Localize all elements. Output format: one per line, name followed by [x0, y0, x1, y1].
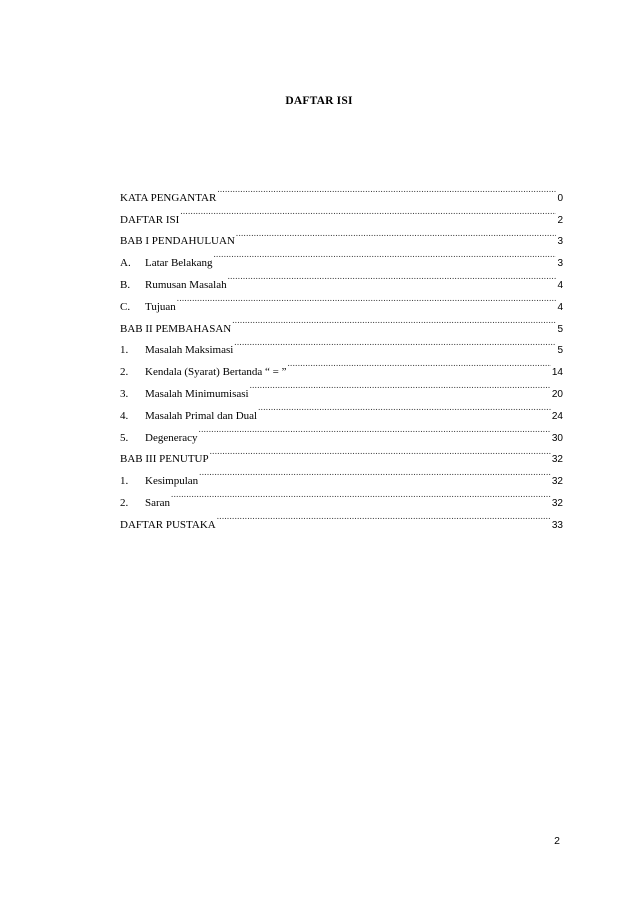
toc-entry-label: Masalah Minimumisasi	[145, 387, 249, 400]
toc-entry-number: 1.	[120, 344, 129, 357]
toc-entry-page: 3	[557, 258, 563, 270]
dot-leader	[217, 179, 556, 201]
toc-entry-number: B.	[120, 278, 131, 291]
toc-entry-label: BAB I PENDAHULUAN	[120, 235, 235, 248]
toc-entry-label: BAB III PENUTUP	[120, 453, 209, 466]
toc-entry-label: Rumusan Masalah	[145, 278, 227, 291]
toc-entry-page: 33	[551, 519, 563, 531]
toc-entry-page: 32	[551, 454, 563, 466]
toc-entry[interactable]	[120, 201, 563, 226]
dot-leader	[199, 462, 551, 484]
dot-leader	[258, 397, 551, 419]
toc-entry[interactable]	[120, 223, 563, 248]
dot-leader	[214, 244, 557, 266]
toc-entry[interactable]	[120, 288, 563, 313]
toc-entry-page: 5	[557, 345, 563, 357]
dot-leader	[228, 266, 557, 288]
toc-entry-label: DAFTAR PUSTAKA	[120, 518, 216, 531]
toc-entry-label: Masalah Primal dan Dual	[145, 409, 258, 422]
toc-entry-page: 3	[557, 236, 563, 248]
toc-entry-label: DAFTAR ISI	[120, 213, 180, 226]
page-title: DAFTAR ISI	[285, 95, 353, 107]
dot-leader	[180, 201, 556, 223]
toc-entry-number: 4.	[120, 409, 129, 422]
toc-entry[interactable]	[120, 179, 563, 204]
toc-entry-label: Kendala (Syarat) Bertanda “ = ”	[145, 366, 287, 379]
toc-entry-page: 5	[557, 323, 563, 335]
toc-entry-label: Tujuan	[145, 300, 176, 313]
dot-leader	[288, 353, 551, 375]
dot-leader	[234, 332, 556, 354]
toc-entry[interactable]	[120, 310, 563, 335]
toc-entry-page: 32	[551, 476, 563, 488]
toc-entry-page: 0	[557, 192, 563, 204]
toc-entry-label: Kesimpulan	[145, 475, 199, 488]
dot-leader	[177, 288, 557, 310]
toc-entry-page: 14	[551, 367, 563, 379]
dot-leader	[236, 223, 557, 245]
toc-entry-number: 5.	[120, 431, 129, 444]
toc-entry-number: 2.	[120, 366, 129, 379]
toc-entry-label: Saran	[145, 496, 171, 509]
table-of-contents	[120, 179, 563, 531]
toc-entry-page: 20	[551, 388, 563, 400]
toc-entry-number: C.	[120, 300, 131, 313]
toc-entry-label: Degeneracy	[145, 431, 198, 444]
page-number: 2	[554, 835, 560, 847]
toc-entry-label: Latar Belakang	[145, 257, 213, 270]
dot-leader	[171, 484, 551, 506]
toc-entry-number: 2.	[120, 496, 129, 509]
toc-entry[interactable]	[120, 506, 563, 531]
toc-entry-label: KATA PENGANTAR	[120, 191, 217, 204]
toc-entry-page: 32	[551, 497, 563, 509]
toc-entry-page: 4	[557, 279, 563, 291]
dot-leader	[250, 375, 551, 397]
toc-entry-page: 2	[557, 214, 563, 226]
toc-entry-label: BAB II PEMBAHASAN	[120, 322, 232, 335]
toc-entry-number: 1.	[120, 475, 129, 488]
toc-entry-label: Masalah Maksimasi	[145, 344, 234, 357]
toc-entry-page: 4	[557, 301, 563, 313]
toc-entry-number: A.	[120, 257, 131, 270]
toc-entry-page: 30	[551, 432, 563, 444]
dot-leader	[210, 441, 551, 463]
dot-leader	[232, 310, 556, 332]
toc-entry-page: 24	[551, 410, 563, 422]
toc-entry-number: 3.	[120, 387, 129, 400]
toc-entry[interactable]	[120, 484, 563, 509]
dot-leader	[199, 419, 551, 441]
dot-leader	[217, 506, 551, 528]
